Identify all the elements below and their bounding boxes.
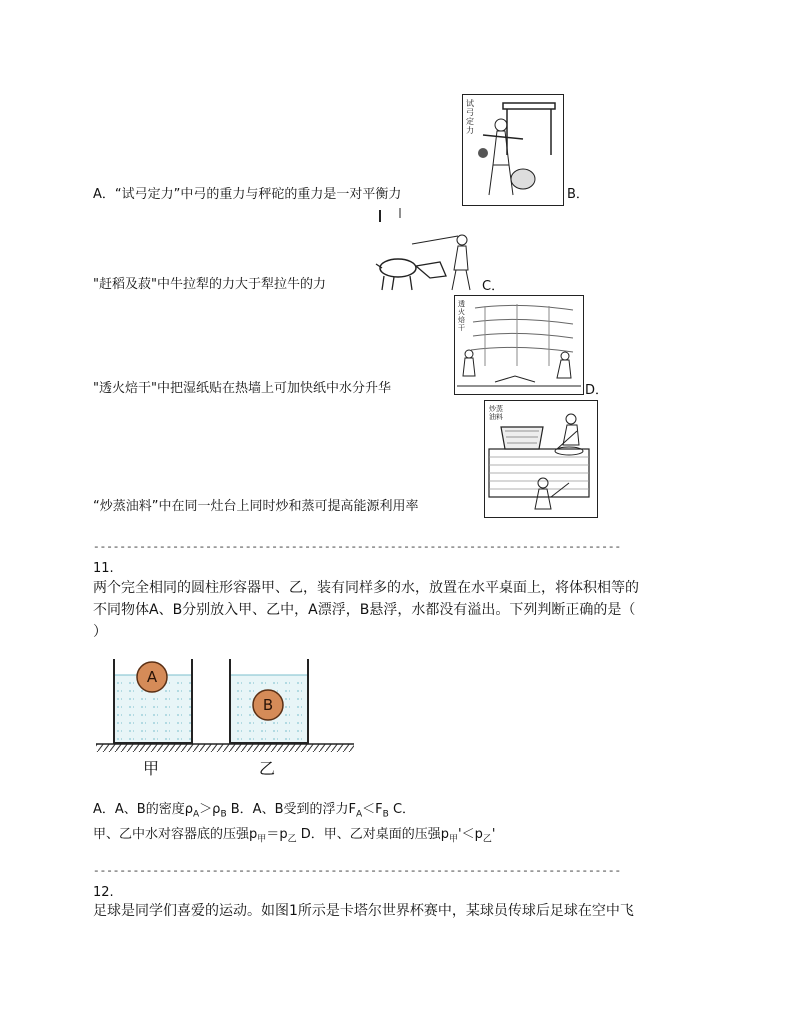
- equals: ＝: [266, 827, 280, 842]
- option-d-text: “炒蒸油料”中在同一灶台上同时炒和蒸可提高能源利用率: [93, 499, 419, 514]
- less-than-2: ＜: [461, 827, 475, 842]
- answer-b: B．A、B受到的浮力: [226, 802, 349, 817]
- answer-c-head: C．: [388, 802, 416, 817]
- containers-drawing: [92, 655, 360, 785]
- f-b-sub: B: [382, 809, 389, 820]
- rho-b: ρ: [212, 802, 221, 817]
- figure-touhuo-beigan: [454, 295, 584, 395]
- f-a: F: [348, 802, 356, 817]
- option-b-prefix: B．: [567, 187, 589, 202]
- container-yi-label: 乙: [259, 759, 276, 778]
- figure-shigong-drawing: [463, 95, 563, 205]
- answer-d: D．甲、乙对桌面的压强: [296, 827, 441, 842]
- p-jia-prime: p: [440, 827, 450, 842]
- prime-mark-1: ': [458, 827, 462, 842]
- q11-number: 11.: [93, 561, 114, 576]
- f-a-sub: A: [355, 809, 363, 820]
- figure-ganda-drawing: [372, 206, 476, 296]
- figure-chaozheng-youliao: [484, 400, 598, 518]
- q12-number: 12.: [93, 885, 114, 900]
- option-c-text: "透火焙干"中把湿纸贴在热墙上可加快纸中水分升华: [93, 381, 391, 396]
- q12-line1: 足球是同学们喜爱的运动。如图1所示是卡塔尔世界杯赛中，某球员传球后足球在空中飞: [93, 903, 634, 919]
- figure-shigong-dingli: [462, 94, 564, 206]
- ball-b-label: B: [262, 696, 274, 714]
- q11-answers-line2: [93, 826, 495, 849]
- p-yi-sub: 乙: [287, 834, 297, 845]
- p-yi-prime: p: [474, 827, 483, 842]
- p-jia-prime-sub: 甲: [449, 834, 459, 845]
- p-jia-sub: 甲: [257, 834, 267, 845]
- figure-a-label: 试弓定力: [466, 99, 474, 135]
- option-a-text: A．“试弓定力”中弓的重力与秤砣的重力是一对平衡力: [93, 187, 402, 202]
- separator-line-2: --------------------------------------------------------------------------------: [93, 866, 622, 878]
- option-d-prefix: D．: [585, 383, 609, 398]
- q11-line2: 不同物体A、B分别放入甲、乙中，A漂浮，B悬浮，水都没有溢出。下列判断正确的是（: [93, 602, 636, 618]
- answer-a: A．A、B的密度: [93, 802, 185, 817]
- q11-line1: 两个完全相同的圆柱形容器甲、乙，装有同样多的水，放置在水平桌面上，将体积相等的: [93, 580, 639, 596]
- greater-than: ＞: [199, 802, 213, 817]
- f-b: F: [375, 802, 383, 817]
- separator-line: --------------------------------------------------------------------------------: [93, 542, 622, 554]
- rho-a: ρ: [184, 802, 193, 817]
- q11-line3: ）: [93, 624, 107, 640]
- container-jia-label: 甲: [143, 759, 160, 778]
- rho-a-sub: A: [192, 809, 200, 820]
- option-b-text: "赶稻及菽"中牛拉犁的力大于犁拉牛的力: [93, 277, 326, 292]
- figure-c-label: 透火焙干: [458, 300, 465, 332]
- p-yi: p: [279, 827, 288, 842]
- p-jia: p: [249, 827, 258, 842]
- less-than: ＜: [362, 802, 376, 817]
- rho-b-sub: B: [220, 809, 227, 820]
- figure-d-label: 炒蒸油料: [489, 405, 503, 421]
- option-c-prefix: C．: [482, 279, 505, 294]
- prime-mark-2: ': [491, 827, 496, 842]
- figure-ganda-jishu: [372, 206, 476, 296]
- p-yi-prime-sub: 乙: [482, 834, 492, 845]
- q11-answers-line1: [93, 801, 415, 824]
- ball-a-label: A: [146, 668, 158, 686]
- answer-c: 甲、乙中水对容器底的压强: [93, 827, 250, 842]
- figure-containers: [92, 655, 360, 785]
- figure-touhuo-drawing: [455, 296, 583, 394]
